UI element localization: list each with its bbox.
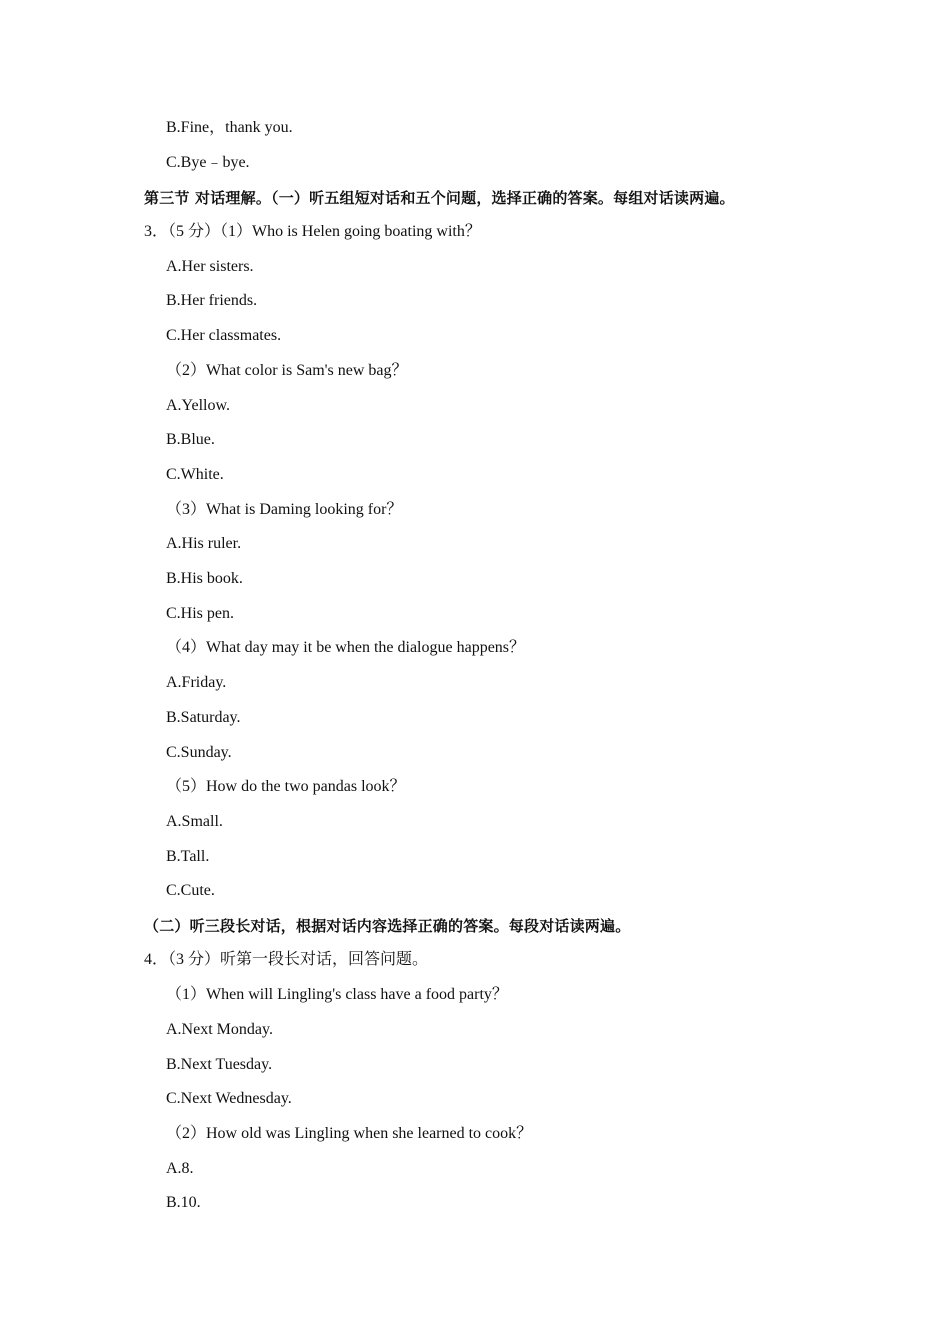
option-b-text: B.Blue.: [166, 431, 215, 448]
option-b-text: B.Fine，thank you.: [166, 119, 293, 136]
sub-question-text: （4）What day may it be when the dialogue happens？: [166, 639, 526, 656]
question-4-text: 4．（3 分）听第一段长对话，回答问题。: [144, 951, 429, 968]
option-c-text: C.Sunday.: [166, 744, 232, 761]
sub-question-text: （1）When will Lingling's class have a food party？: [166, 986, 508, 1003]
option-a-text: A.His ruler.: [166, 535, 242, 552]
option-b-text: B.Tall.: [166, 848, 210, 865]
sub-question-text: （2）How old was Lingling when she learned to cook？: [166, 1125, 533, 1142]
option-c-text: C.Next Wednesday.: [166, 1090, 292, 1107]
option-b-text: B.Saturday.: [166, 709, 241, 726]
option-c-text: C.His pen.: [166, 605, 234, 622]
option-b-text: B.Her friends.: [166, 292, 258, 309]
option-a-text: A.Yellow.: [166, 397, 231, 414]
option-a-text: A.Small.: [166, 813, 223, 830]
sub-question-text: （5）How do the two pandas look？: [166, 778, 406, 795]
section-heading: 第三节 对话理解。（一）听五组短对话和五个问题，选择正确的答案。每组对话读两遍。: [144, 189, 735, 207]
sub-question-text: （2）What color is Sam's new bag？: [166, 362, 408, 379]
option-b-text: B.10.: [166, 1194, 201, 1211]
option-a-text: A.Her sisters.: [166, 258, 254, 275]
option-a-text: A.Friday.: [166, 674, 227, 691]
option-a-text: A.Next Monday.: [166, 1021, 273, 1038]
section-heading: （二）听三段长对话，根据对话内容选择正确的答案。每段对话读两遍。: [144, 917, 631, 935]
question-3-text: 3．（5 分）（1）Who is Helen going boating with？: [144, 223, 481, 240]
sub-question-text: （3）What is Daming looking for？: [166, 501, 403, 518]
option-a-text: A.8.: [166, 1160, 194, 1177]
option-c-text: C.Her classmates.: [166, 327, 282, 344]
option-c-text: C.Bye﹣bye.: [166, 154, 250, 171]
option-c-text: C.White.: [166, 466, 224, 483]
option-b-text: B.His book.: [166, 570, 243, 587]
option-c-text: C.Cute.: [166, 882, 215, 899]
option-b-text: B.Next Tuesday.: [166, 1056, 273, 1073]
